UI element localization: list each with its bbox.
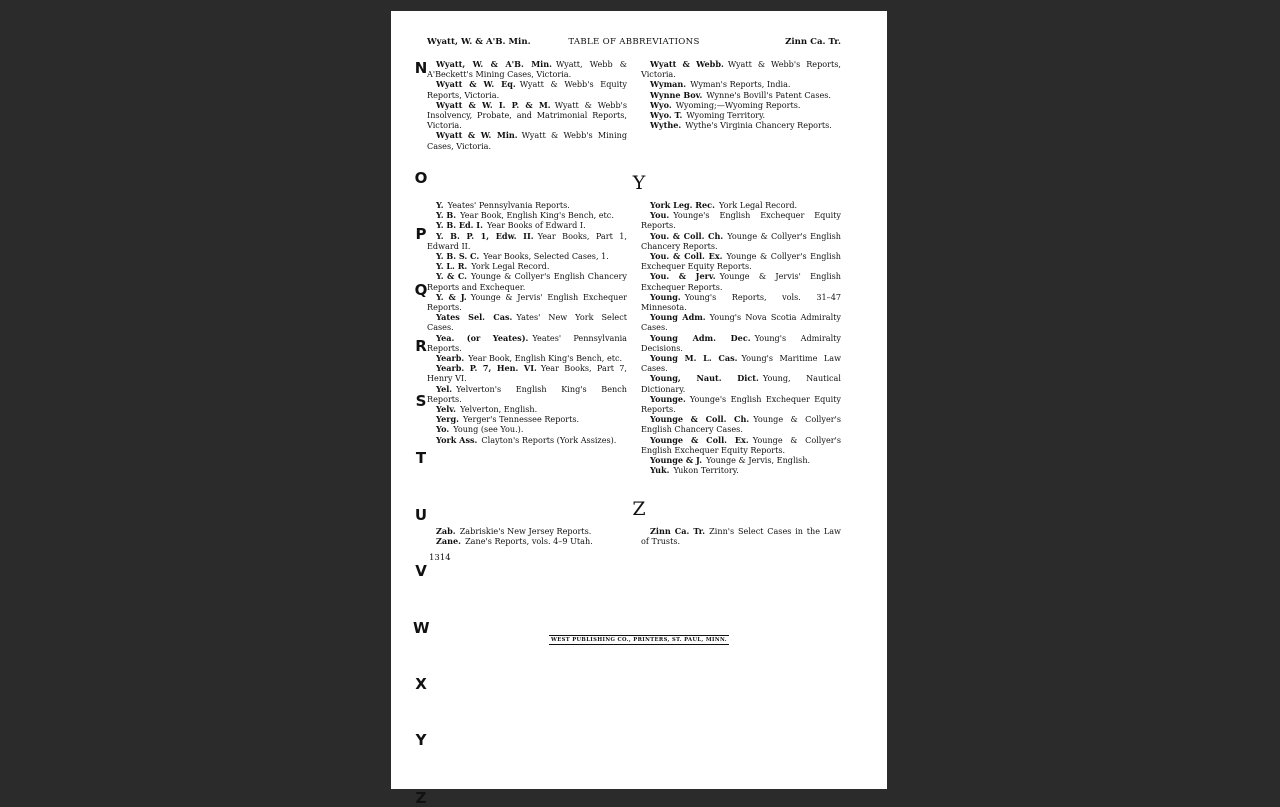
printer-imprint [391, 637, 887, 643]
abbreviation-entry [641, 120, 841, 130]
abbreviation-entry [641, 271, 841, 291]
section-letter-y: Y [632, 172, 646, 194]
abbreviation-entry [641, 100, 841, 110]
abbreviation-entry [427, 231, 627, 251]
abbreviation-term: You. & Jerv. [650, 271, 716, 282]
abbreviation-term: Wyatt & W. Eq. [436, 79, 516, 90]
abbreviation-entry [641, 292, 841, 312]
abbreviation-entry [427, 353, 627, 363]
abbreviation-term: Zab. [436, 526, 456, 536]
abbreviation-entry [427, 312, 627, 332]
abbreviation-meaning: Yelverton's English King's Bench Reports. [427, 383, 627, 404]
abbreviation-meaning: Yeates' Pennsylvania Reports. [447, 200, 570, 210]
abbreviation-entry [641, 455, 841, 465]
abbreviation-term: Wyman. [650, 79, 687, 90]
abbreviation-entry [427, 333, 627, 353]
abbreviation-meaning: Yelverton, English. [460, 404, 538, 415]
abbreviation-term: Wyatt & Webb. [650, 59, 724, 69]
section-z-left-column [427, 526, 627, 546]
thumb-index-letter: T [415, 449, 427, 467]
abbreviation-meaning: Younge & Jervis' English Exchequer Reports. [641, 271, 841, 292]
abbreviation-entry [427, 384, 627, 404]
abbreviation-meaning: Wyatt, Webb & A'Beckett's Mining Cases, Victoria. [427, 59, 628, 80]
abbreviation-term: York Ass. [436, 434, 478, 445]
abbreviation-term: Wyatt, W. & A'B. Min. [436, 59, 552, 69]
abbreviation-entry [427, 435, 627, 445]
abbreviation-meaning: Yerger's Tennessee Reports. [463, 414, 580, 425]
abbreviation-entry [641, 373, 841, 393]
abbreviation-meaning: Younge's English Exchequer Equity Reports. [641, 393, 841, 415]
abbreviation-meaning: Wythe's Virginia Chancery Reports. [685, 120, 832, 131]
abbreviation-term: Yo. [436, 424, 450, 435]
abbreviation-term: Young Adm. Dec. [650, 332, 751, 343]
abbreviation-entry [427, 210, 627, 220]
abbreviation-term: Y. & J. [436, 291, 467, 302]
abbreviation-meaning: Year Books, Part 7, Henry VI. [427, 363, 627, 384]
thumb-index-letter: X [415, 675, 427, 693]
section-letter-z: Z [632, 498, 646, 520]
abbreviation-meaning: Wynne's Bovill's Patent Cases. [706, 89, 832, 100]
abbreviation-entry [641, 59, 841, 79]
thumb-index-letter: Z [415, 789, 427, 807]
abbreviation-entry [427, 363, 627, 383]
abbreviation-term: Zinn Ca. Tr. [650, 526, 706, 536]
abbreviation-meaning: Wyatt & Webb's Insolvency, Probate, and Matrimonial Reports, Victoria. [427, 99, 627, 131]
abbreviation-entry [641, 231, 841, 251]
abbreviation-meaning: Younge's English Exchequer Equity Reports. [641, 210, 841, 231]
abbreviation-meaning: Younge & Collyer's English Exchequer Equity Reports. [641, 251, 842, 272]
abbreviation-term: Wyatt & W. Min. [436, 130, 518, 141]
abbreviation-meaning: Yeates' Pennsylvania Reports. [427, 332, 627, 353]
abbreviation-entry [641, 435, 841, 455]
abbreviation-entry [641, 414, 841, 434]
thumb-index-letter: U [414, 506, 428, 524]
abbreviation-term: Yearb. [436, 353, 465, 364]
abbreviation-entry [641, 200, 841, 210]
thumb-index-letter: S [415, 392, 427, 410]
abbreviation-meaning: Year Book, English King's Bench, etc. [468, 353, 623, 364]
abbreviation-term: You. [650, 210, 670, 221]
abbreviation-entry [427, 200, 627, 210]
section-y-right-column [641, 200, 841, 475]
abbreviation-entry [427, 271, 627, 291]
abbreviation-entry [427, 526, 627, 536]
abbreviation-meaning: Younge & Collyer's English Chancery Cases. [641, 414, 841, 435]
abbreviation-term: Y. [436, 200, 444, 210]
abbreviation-entry [641, 465, 841, 475]
abbreviation-entry [641, 90, 841, 100]
section-w-right-column [641, 59, 841, 130]
abbreviation-term: Young, Naut. Dict. [650, 373, 759, 384]
abbreviation-entry [641, 394, 841, 414]
abbreviation-meaning: Wyoming Territory. [686, 110, 766, 121]
thumb-index-letter: W [413, 619, 430, 637]
abbreviation-meaning: Year Books, Part 1, Edward II. [427, 230, 627, 251]
abbreviation-term: You. & Coll. Ex. [650, 251, 723, 262]
abbreviation-meaning: York Legal Record. [471, 261, 550, 272]
abbreviation-meaning: Zane's Reports, vols. 4–9 Utah. [465, 536, 593, 547]
abbreviation-meaning: Young (see You.). [453, 424, 524, 435]
abbreviation-meaning: Younge & Jervis' English Exchequer Reports. [427, 291, 627, 313]
abbreviation-term: Yuk. [650, 465, 670, 476]
abbreviation-entry [427, 79, 627, 99]
printer-imprint-text: WEST PUBLISHING CO., PRINTERS, ST. PAUL, MINN. [551, 637, 727, 643]
abbreviation-meaning: Wyoming;—Wyoming Reports. [675, 99, 801, 110]
abbreviation-term: Yerg. [436, 414, 459, 425]
abbreviation-term: Wythe. [650, 120, 682, 131]
thumb-index-letter: R [415, 337, 427, 355]
thumb-index-letter: N [414, 59, 428, 77]
abbreviation-entry [641, 79, 841, 89]
abbreviation-meaning: Young's Nova Scotia Admiralty Cases. [641, 312, 841, 333]
abbreviation-term: Y. B. Ed. I. [436, 220, 483, 231]
thumb-index-letter: V [415, 562, 427, 580]
document-page [391, 11, 887, 807]
abbreviation-meaning: Wyatt & Webb's Mining Cases, Victoria. [427, 130, 628, 151]
abbreviation-meaning: Younge & Collyer's English Chancery Reports. [641, 230, 841, 251]
abbreviation-meaning: Younge & Collyer's English Exchequer Equity Reports. [641, 434, 841, 455]
abbreviation-term: Wyatt & W. I. P. & M. [436, 99, 551, 110]
abbreviation-entry [641, 333, 841, 353]
abbreviation-entry [427, 414, 627, 424]
abbreviation-term: Younge. [650, 393, 686, 404]
abbreviation-meaning: Young's Admiralty Decisions. [641, 332, 841, 353]
abbreviation-term: Y. L. R. [436, 261, 468, 272]
running-head [427, 37, 841, 49]
abbreviation-meaning: Year Books, Selected Cases, 1. [483, 251, 609, 262]
abbreviation-entry [641, 251, 841, 271]
abbreviation-term: Y. B. P. 1, Edw. II. [436, 230, 534, 241]
abbreviation-meaning: Clayton's Reports (York Assizes). [481, 434, 617, 445]
abbreviation-entry [427, 292, 627, 312]
abbreviation-meaning: Wyatt & Webb's Equity Reports, Victoria. [427, 79, 627, 100]
thumb-index-letter: P [415, 225, 427, 243]
abbreviation-entry [427, 220, 627, 230]
abbreviation-term: Yearb. P. 7, Hen. VI. [436, 363, 537, 374]
abbreviation-meaning: Young, Nautical Dictionary. [641, 373, 841, 394]
page-number: 1314 [429, 553, 451, 563]
running-head-last-entry: Zinn Ca. Tr. [785, 37, 841, 47]
abbreviation-term: Yelv. [436, 404, 457, 415]
abbreviation-meaning: Wyatt & Webb's Reports, Victoria. [641, 59, 841, 80]
abbreviation-term: Young. [650, 291, 681, 302]
abbreviation-entry [427, 404, 627, 414]
section-w-left-column [427, 59, 627, 151]
abbreviation-entry [641, 210, 841, 230]
abbreviation-term: Y. & C. [436, 271, 467, 282]
abbreviation-term: Wyo. [650, 99, 672, 110]
abbreviation-entry [641, 353, 841, 373]
abbreviation-term: Yel. [436, 383, 453, 394]
abbreviation-meaning: Year Book, English King's Bench, etc. [460, 210, 614, 221]
abbreviation-term: You. & Coll. Ch. [650, 230, 724, 241]
abbreviation-term: Younge & Coll. Ex. [650, 434, 749, 445]
abbreviation-entry [427, 130, 627, 150]
abbreviation-term: Yates Sel. Cas. [436, 312, 513, 323]
abbreviation-entry [427, 261, 627, 271]
abbreviation-meaning: Younge & Collyer's English Chancery Reports and Exchequer. [427, 271, 627, 292]
abbreviation-entry [427, 424, 627, 434]
abbreviation-meaning: Zabriskie's New Jersey Reports. [459, 526, 592, 536]
running-head-title: TABLE OF ABBREVIATIONS [568, 37, 700, 47]
abbreviation-term: Zane. [436, 536, 462, 547]
abbreviation-term: York Leg. Rec. [650, 200, 715, 210]
abbreviation-term: Yea. (or Yeates). [436, 332, 529, 343]
abbreviation-entry [427, 100, 627, 131]
abbreviation-entry [641, 526, 841, 546]
abbreviation-term: Y. B. [436, 210, 457, 221]
thumb-index-letter: Y [415, 731, 427, 749]
abbreviation-entry [427, 251, 627, 261]
abbreviation-term: Young M. L. Cas. [650, 353, 738, 364]
abbreviation-entry [641, 312, 841, 332]
abbreviation-meaning: Year Books of Edward I. [486, 220, 586, 231]
abbreviation-term: Younge & J. [650, 455, 703, 466]
abbreviation-entry [427, 59, 627, 79]
abbreviation-entry [427, 536, 627, 546]
abbreviation-term: Young Adm. [650, 312, 706, 323]
abbreviation-meaning: Young's Maritime Law Cases. [641, 353, 842, 374]
section-y-left-column [427, 200, 627, 445]
abbreviation-entry [641, 110, 841, 120]
abbreviation-meaning: Wyman's Reports, India. [690, 79, 791, 90]
abbreviation-meaning: Yates' New York Select Cases. [427, 312, 627, 333]
thumb-index-letter: Q [414, 281, 428, 299]
running-head-first-entry: Wyatt, W. & A'B. Min. [427, 37, 531, 47]
abbreviation-term: Younge & Coll. Ch. [650, 414, 750, 425]
abbreviation-meaning: Younge & Jervis, English. [706, 455, 811, 466]
abbreviation-term: Y. B. S. C. [436, 251, 480, 262]
abbreviation-meaning: Yukon Territory. [673, 465, 739, 476]
abbreviation-term: Wyo. T. [650, 110, 683, 121]
abbreviation-term: Wynne Bov. [650, 89, 703, 100]
abbreviation-meaning: York Legal Record. [718, 200, 798, 210]
thumb-index-letter: O [414, 169, 428, 187]
abbreviation-meaning: Zinn's Select Cases in the Law of Trusts. [641, 526, 841, 547]
abbreviation-meaning: Young's Reports, vols. 31–47 Minnesota. [641, 291, 841, 313]
section-z-right-column [641, 526, 841, 546]
